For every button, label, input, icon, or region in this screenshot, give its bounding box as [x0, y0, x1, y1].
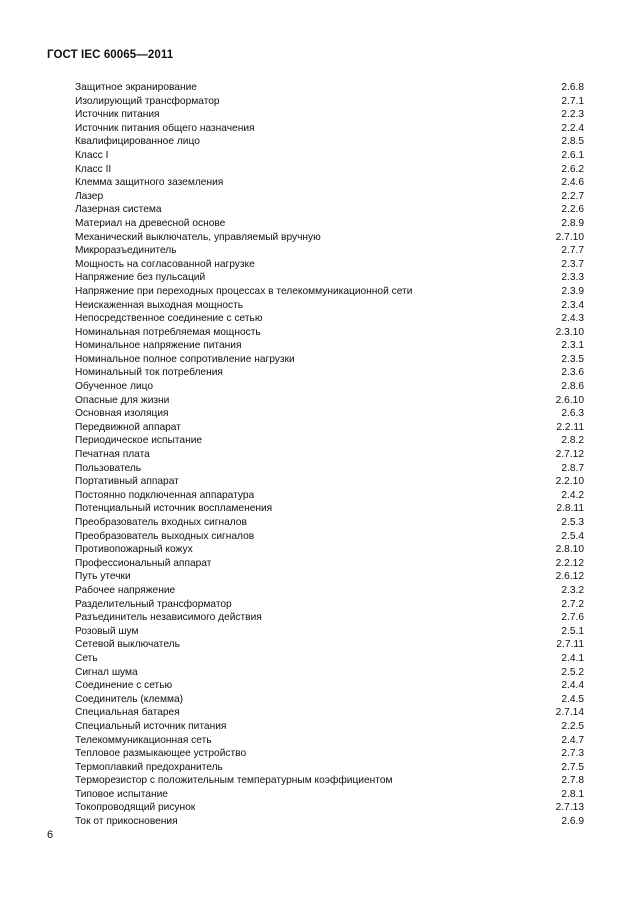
index-term: Опасные для жизни: [75, 394, 170, 406]
index-ref: 2.7.14: [555, 707, 584, 719]
index-ref: 2.2.3: [561, 109, 584, 121]
index-ref: 2.4.3: [561, 313, 584, 325]
index-term: Портативный аппарат: [75, 476, 179, 488]
index-row: [75, 666, 584, 680]
index-ref: 2.6.9: [561, 816, 584, 828]
index-row: [75, 434, 584, 448]
index-row: [75, 231, 584, 245]
index-ref: 2.8.11: [556, 503, 584, 515]
index-row: [75, 706, 584, 720]
index-ref: 2.7.7: [561, 245, 584, 257]
index-ref: 2.4.6: [561, 177, 584, 189]
index-term: Токопроводящий рисунок: [75, 802, 196, 814]
index-ref: 2.7.11: [556, 639, 584, 651]
index-ref: 2.6.8: [561, 82, 584, 93]
index-ref: 2.7.5: [561, 761, 584, 773]
index-term: Номинальное напряжение питания: [75, 340, 242, 352]
index-ref: 2.5.4: [561, 530, 584, 542]
index-row: [75, 679, 584, 693]
index-ref: 2.2.12: [555, 557, 584, 569]
term-index-list: [75, 81, 584, 829]
index-ref: 2.3.1: [561, 340, 584, 352]
index-row: [75, 530, 584, 544]
index-term: Источник питания: [75, 109, 160, 121]
index-row: [75, 407, 584, 421]
index-ref: 2.2.4: [561, 122, 584, 134]
index-row: [75, 448, 584, 462]
index-term: Лазер: [75, 190, 104, 202]
index-ref: 2.6.2: [561, 163, 584, 175]
index-term: Типовое испытание: [75, 788, 168, 800]
index-ref: 2.3.5: [561, 353, 584, 365]
index-row: [75, 421, 584, 435]
index-ref: 2.7.2: [561, 598, 584, 610]
index-term: Источник питания общего назначения: [75, 122, 255, 134]
index-ref: 2.7.8: [561, 775, 584, 787]
index-row: [75, 394, 584, 408]
index-row: [75, 557, 584, 571]
index-term: Тепловое размыкающее устройство: [75, 748, 247, 760]
index-ref: 2.6.3: [561, 408, 584, 420]
index-term: Потенциальный источник воспламенения: [75, 503, 273, 515]
index-term: Телекоммуникационная сеть: [75, 734, 212, 746]
index-term: Класс II: [75, 163, 112, 175]
index-ref: 2.4.5: [561, 693, 584, 705]
index-ref: 2.6.12: [555, 571, 584, 583]
index-ref: 2.5.1: [561, 625, 584, 637]
index-ref: 2.4.1: [561, 652, 584, 664]
index-term: Основная изоляция: [75, 408, 169, 420]
index-term: Разъединитель независимого действия: [75, 612, 262, 624]
index-ref: 2.2.6: [561, 204, 584, 216]
index-term: Механический выключатель, управляемый вручную: [75, 231, 321, 243]
index-row: [75, 462, 584, 476]
index-row: [75, 122, 584, 136]
index-term: Соединение с сетью: [75, 680, 173, 692]
index-row: [75, 271, 584, 285]
index-term: Ток от прикосновения: [75, 816, 178, 828]
index-term: Противопожарный кожух: [75, 544, 193, 556]
index-term: Напряжение без пульсаций: [75, 272, 206, 284]
index-row: [75, 570, 584, 584]
index-row: [75, 217, 584, 231]
index-term: Специальный источник питания: [75, 720, 227, 732]
index-ref: 2.8.7: [561, 462, 584, 474]
index-ref: 2.2.11: [556, 421, 584, 433]
index-ref: 2.4.4: [561, 680, 584, 692]
index-term: Преобразователь выходных сигналов: [75, 530, 255, 542]
index-row: [75, 788, 584, 802]
index-term: Терморезистор с положительным температурным коэффициентом: [75, 775, 393, 787]
index-term: Специальная батарея: [75, 707, 180, 719]
index-ref: 2.3.3: [561, 272, 584, 284]
index-row: [75, 693, 584, 707]
index-ref: 2.7.3: [561, 748, 584, 760]
index-term: Передвижной аппарат: [75, 421, 181, 433]
index-ref: 2.4.7: [561, 734, 584, 746]
index-row: [75, 761, 584, 775]
index-term: Материал на древесной основе: [75, 217, 226, 229]
index-term: Рабочее напряжение: [75, 584, 176, 596]
index-term: Преобразователь входных сигналов: [75, 517, 247, 528]
index-term: Обученное лицо: [75, 381, 154, 393]
index-row: [75, 747, 584, 761]
index-term: Сетевой выключатель: [75, 639, 180, 651]
index-term: Периодическое испытание: [75, 435, 203, 447]
index-row: [75, 299, 584, 313]
index-row: [75, 244, 584, 258]
index-term: Сигнал шума: [75, 666, 138, 678]
index-row: [75, 815, 584, 829]
index-row: [75, 543, 584, 557]
index-ref: 2.7.12: [555, 449, 584, 461]
index-row: [75, 203, 584, 217]
index-row: [75, 611, 584, 625]
index-row: [75, 516, 584, 530]
index-row: [75, 366, 584, 380]
index-ref: 2.7.13: [555, 802, 584, 814]
index-ref: 2.3.4: [561, 299, 584, 311]
index-term: Мощность на согласованной нагрузке: [75, 258, 255, 270]
index-term: Номинальное полное сопротивление нагрузки: [75, 353, 295, 365]
index-term: Изолирующий трансформатор: [75, 95, 220, 107]
index-ref: 2.7.10: [555, 231, 584, 243]
index-ref: 2.4.2: [561, 489, 584, 501]
index-ref: 2.2.7: [561, 190, 584, 202]
index-row: [75, 489, 584, 503]
index-row: [75, 163, 584, 177]
index-row: [75, 598, 584, 612]
index-term: Путь утечки: [75, 571, 131, 583]
index-term: Термоплавкий предохранитель: [75, 761, 223, 773]
index-term: Лазерная система: [75, 204, 162, 216]
index-term: Номинальный ток потребления: [75, 367, 223, 379]
index-term: Профессиональный аппарат: [75, 557, 212, 569]
index-ref: 2.8.5: [561, 136, 584, 148]
index-ref: 2.3.6: [561, 367, 584, 379]
index-ref: 2.8.2: [561, 435, 584, 447]
index-ref: 2.5.3: [561, 517, 584, 528]
index-ref: 2.8.6: [561, 381, 584, 393]
index-row: [75, 475, 584, 489]
index-ref: 2.2.5: [561, 720, 584, 732]
index-row: [75, 625, 584, 639]
index-row: [75, 339, 584, 353]
index-term: Неискаженная выходная мощность: [75, 299, 244, 311]
page-number: 6: [47, 829, 54, 841]
index-term: Номинальная потребляемая мощность: [75, 326, 261, 338]
index-term: Разделительный трансформатор: [75, 598, 232, 610]
index-row: [75, 326, 584, 340]
index-row: [75, 312, 584, 326]
index-ref: 2.2.10: [555, 476, 584, 488]
index-row: [75, 734, 584, 748]
document-header: ГОСТ IEC 60065—2011: [47, 49, 174, 61]
index-term: Соединитель (клемма): [75, 693, 184, 705]
index-term: Класс I: [75, 149, 109, 161]
index-ref: 2.3.7: [561, 258, 584, 270]
index-term: Защитное экранирование: [75, 82, 197, 93]
index-term: Сеть: [75, 652, 98, 664]
index-row: [75, 353, 584, 367]
index-term: Клемма защитного заземления: [75, 177, 224, 189]
index-row: [75, 774, 584, 788]
index-row: [75, 638, 584, 652]
index-row: [75, 502, 584, 516]
index-ref: 2.3.2: [561, 584, 584, 596]
index-row: [75, 720, 584, 734]
index-term: Напряжение при переходных процессах в телекоммуникационной сети: [75, 285, 413, 297]
index-term: Микроразъединитель: [75, 245, 177, 257]
index-ref: 2.5.2: [561, 666, 584, 678]
index-row: [75, 285, 584, 299]
index-row: [75, 135, 584, 149]
index-term: Печатная плата: [75, 449, 150, 461]
index-term: Постоянно подключенная аппаратура: [75, 489, 255, 501]
index-row: [75, 652, 584, 666]
index-row: [75, 190, 584, 204]
index-ref: 2.6.1: [561, 149, 584, 161]
index-row: [75, 81, 584, 95]
index-ref: 2.8.9: [561, 217, 584, 229]
index-row: [75, 801, 584, 815]
index-row: [75, 258, 584, 272]
index-row: [75, 108, 584, 122]
index-ref: 2.3.9: [561, 285, 584, 297]
index-row: [75, 584, 584, 598]
index-term: Розовый шум: [75, 625, 139, 637]
index-ref: 2.8.10: [555, 544, 584, 556]
index-ref: 2.7.1: [561, 95, 584, 107]
index-ref: 2.7.6: [561, 612, 584, 624]
index-row: [75, 380, 584, 394]
index-row: [75, 176, 584, 190]
index-row: [75, 95, 584, 109]
index-term: Квалифицированное лицо: [75, 136, 200, 148]
index-ref: 2.3.10: [555, 326, 584, 338]
index-term: Пользователь: [75, 462, 142, 474]
index-term: Непосредственное соединение с сетью: [75, 313, 263, 325]
index-row: [75, 149, 584, 163]
index-ref: 2.6.10: [555, 394, 584, 406]
index-ref: 2.8.1: [561, 788, 584, 800]
